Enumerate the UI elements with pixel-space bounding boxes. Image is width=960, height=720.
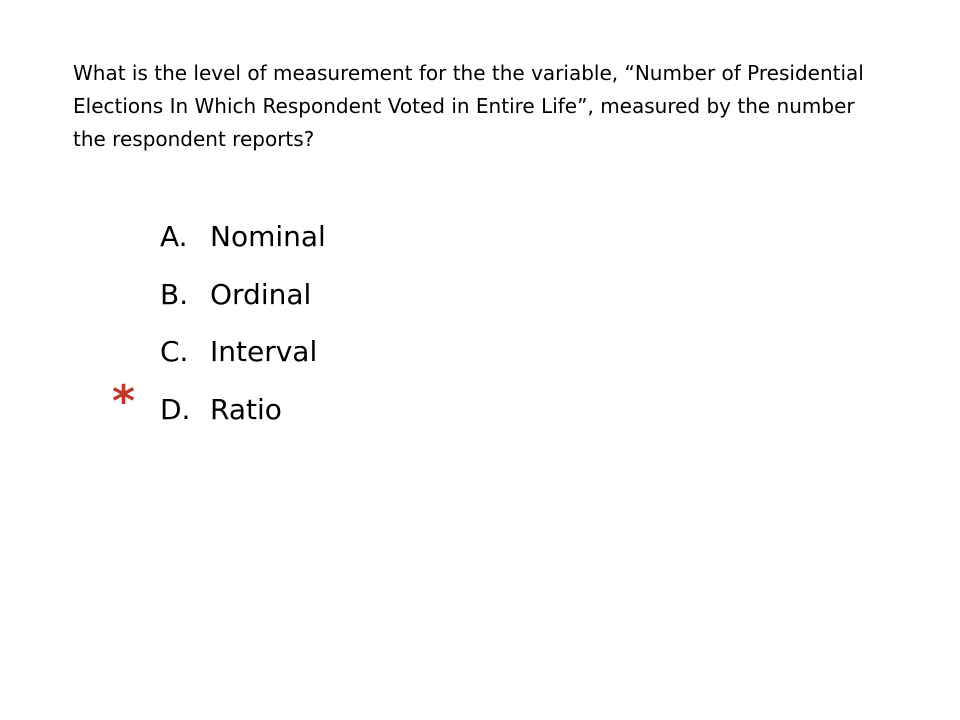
answer-options-list: [160, 208, 326, 438]
option-a[interactable]: [160, 208, 326, 266]
option-b-letter: B.: [160, 277, 189, 311]
correct-answer-asterisk-icon: *: [112, 376, 136, 427]
option-c-letter: C.: [160, 335, 189, 368]
option-a-letter: A.: [160, 220, 188, 253]
question-text: What is the level of measurement for the the variable, “Number of Presidential Elections In Which Respondent Voted in Entire Life”, measured by the number the respondent reports?: [73, 61, 864, 151]
option-d-letter: D.: [160, 392, 191, 426]
option-c[interactable]: [160, 323, 326, 381]
option-b[interactable]: [160, 266, 326, 324]
option-b-label: Ordinal: [210, 277, 312, 311]
option-a-label: Nominal: [210, 220, 326, 253]
option-d-label: Ratio: [210, 392, 282, 426]
option-c-label: Interval: [210, 335, 318, 368]
option-d[interactable]: [160, 381, 326, 439]
